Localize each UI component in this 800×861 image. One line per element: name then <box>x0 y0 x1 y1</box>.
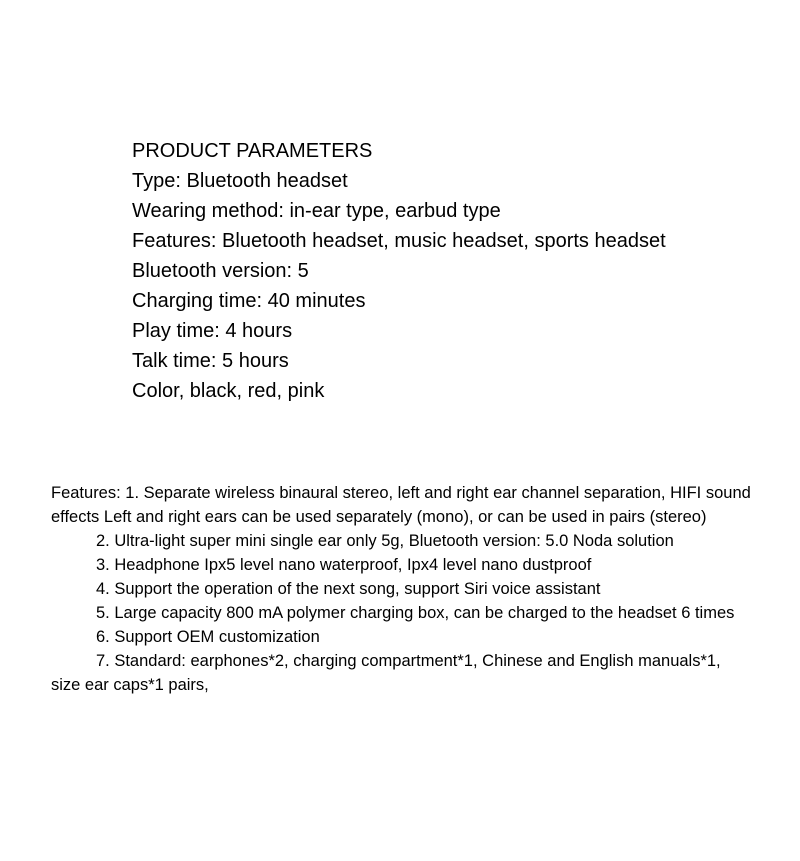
feature-item-2: 2. Ultra-light super mini single ear only 5g, Bluetooth version: 5.0 Noda solution <box>96 532 674 550</box>
parameter-type: Type: Bluetooth headset <box>132 170 348 192</box>
product-parameters-section <box>132 136 666 406</box>
features-section <box>51 481 751 697</box>
parameter-features: Features: Bluetooth headset, music headset, sports headset <box>132 230 666 252</box>
parameter-talk-time: Talk time: 5 hours <box>132 350 289 372</box>
feature-item-6: 6. Support OEM customization <box>96 628 320 646</box>
feature-item-1: Features: 1. Separate wireless binaural stereo, left and right ear channel separation, HIFI sound effects Left and right ears can be used separately (mono), or can be used in pairs (stereo) <box>51 484 751 526</box>
feature-item-5: 5. Large capacity 800 mA polymer charging box, can be charged to the headset 6 times <box>96 604 735 622</box>
parameter-color: Color, black, red, pink <box>132 380 325 402</box>
parameter-charging-time: Charging time: 40 minutes <box>132 290 366 312</box>
feature-item-7: 7. Standard: earphones*2, charging compartment*1, Chinese and English manuals*1, size ear caps*1 pairs, <box>51 652 721 694</box>
parameters-title: PRODUCT PARAMETERS <box>132 140 373 162</box>
parameter-play-time: Play time: 4 hours <box>132 320 293 342</box>
parameter-bluetooth-version: Bluetooth version: 5 <box>132 260 309 282</box>
feature-item-3: 3. Headphone Ipx5 level nano waterproof, Ipx4 level nano dustproof <box>96 556 592 574</box>
feature-item-4: 4. Support the operation of the next song, support Siri voice assistant <box>96 580 601 598</box>
parameter-wearing-method: Wearing method: in-ear type, earbud type <box>132 200 501 222</box>
